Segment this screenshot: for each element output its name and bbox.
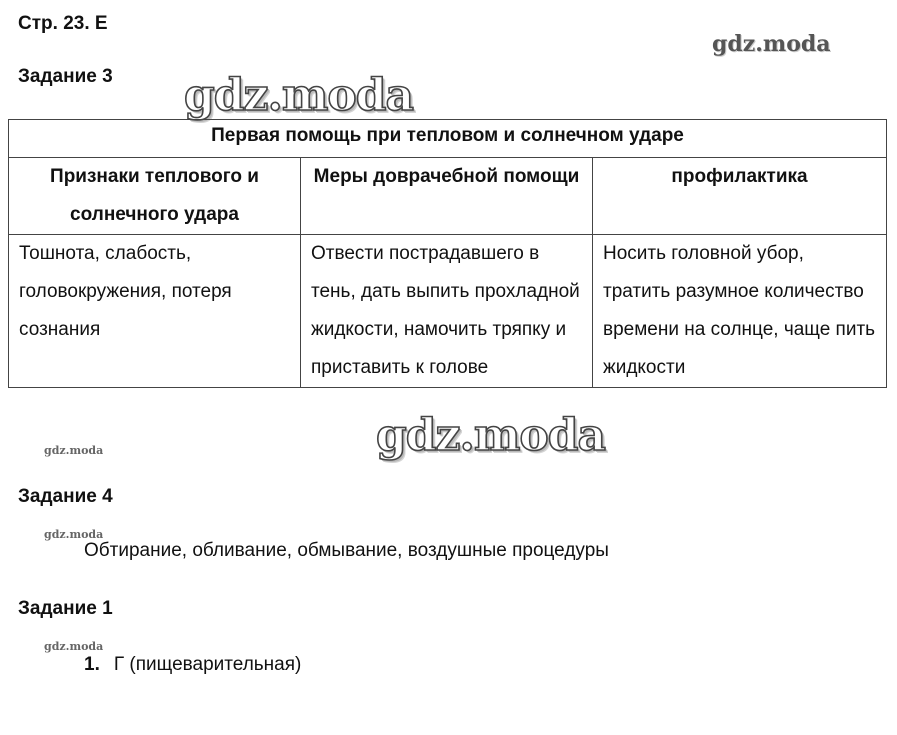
table-caption-row: [9, 120, 887, 158]
table-caption: Первая помощь при тепловом и солнечном ударе: [9, 120, 887, 158]
cell-symptoms: Тошнота, слабость, головокружения, потеря сознания: [9, 235, 301, 388]
watermark-small: gdz.moda: [44, 528, 104, 541]
watermark-small: gdz.moda: [44, 444, 104, 457]
table-header-row: [9, 158, 887, 235]
watermark-large-lower: gdz.moda: [376, 410, 606, 461]
task4-heading: Задание 4: [18, 486, 113, 507]
column-header-symptoms: Признаки теплового и солнечного удара: [9, 158, 301, 235]
page-header: Стр. 23. Е: [18, 13, 108, 34]
task3-heading: Задание 3: [18, 66, 113, 87]
task1-item-number: 1.: [84, 654, 100, 675]
task1-answer: Г (пищеварительная): [113, 654, 302, 675]
watermark-small: gdz.moda: [44, 640, 104, 653]
cell-first-aid: Отвести пострадавшего в тень, дать выпить прохладной жидкости, намочить тряпку и приставить к голове: [301, 235, 593, 388]
table-row: [9, 235, 887, 388]
watermark-top-right: gdz.moda: [712, 31, 831, 57]
task1-answer-item: [84, 654, 301, 676]
first-aid-table: [8, 119, 887, 388]
task4-answer: Обтирание, обливание, обмывание, воздушные процедуры: [84, 540, 609, 561]
watermark-large: gdz.moda: [184, 70, 414, 121]
cell-prevention: Носить головной убор, тратить разумное количество времени на солнце, чаще пить жидкости: [593, 235, 887, 388]
column-header-prevention: профилактика: [593, 158, 887, 235]
task1-heading: Задание 1: [18, 598, 113, 619]
column-header-first-aid: Меры доврачебной помощи: [301, 158, 593, 235]
